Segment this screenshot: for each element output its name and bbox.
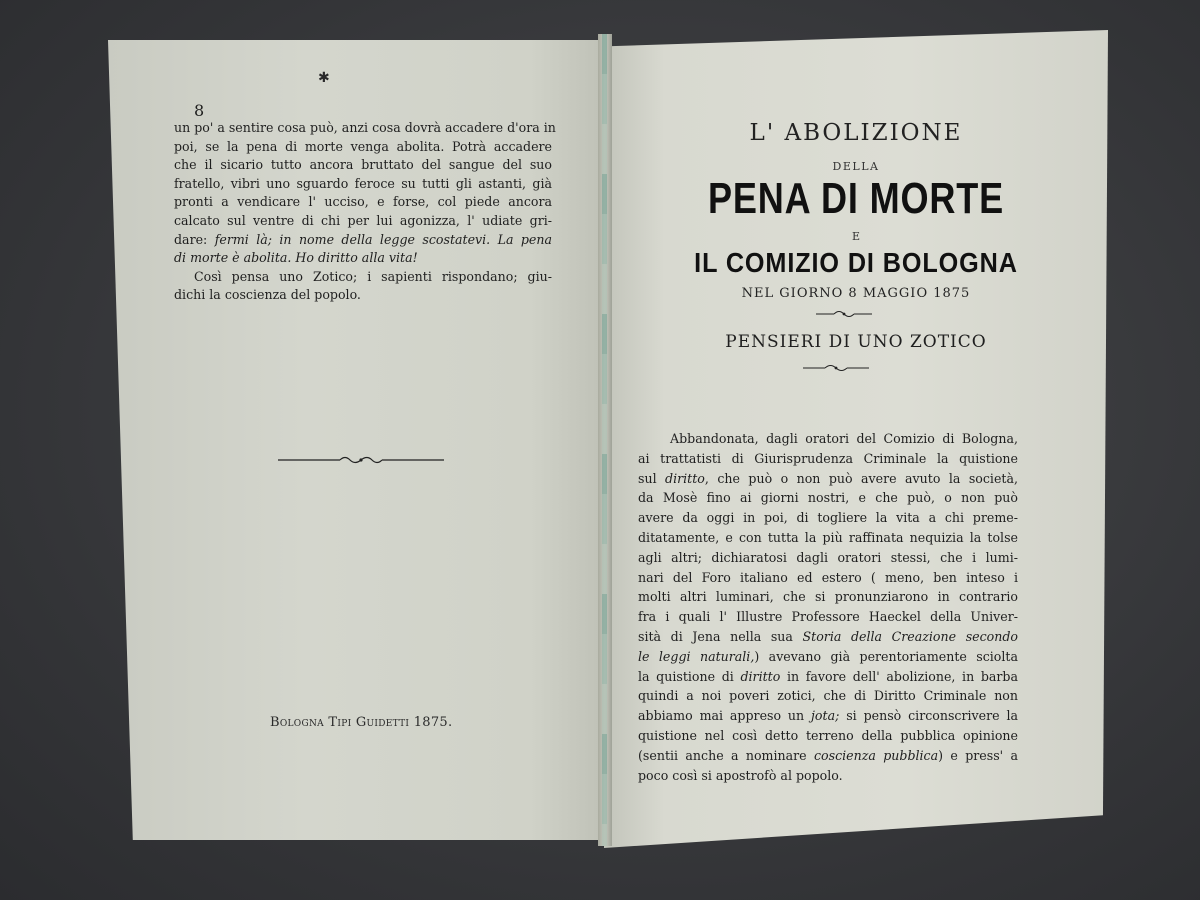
left-page-text [174, 119, 556, 305]
title-date: NEL GIORNO 8 MAGGIO 1875 [741, 286, 971, 301]
text-line: fra i quali l' Illustre Professore Haeckel della Univer- [638, 609, 1018, 625]
text-fragment: sul [638, 470, 666, 486]
italic-fragment: diritto [665, 470, 705, 486]
italic-fragment: le leggi naturali, [638, 648, 755, 664]
title-abolizione: L' ABOLIZIONE [749, 120, 963, 146]
text-fragment: (sentii anche a nominare [638, 747, 814, 763]
text-line-mixed [174, 231, 552, 250]
text-line: che il sicario tutto ancora bruttato del sangue del suo [174, 157, 552, 173]
text-line: quistione nel così detto terreno della pubblica opinione [638, 727, 1018, 743]
text-line: da Mosè fino ai giorni nostri, e che può, o non può [638, 490, 1018, 506]
text-fragment: dare: [174, 231, 215, 247]
text-line-mixed [638, 706, 1018, 726]
text-line-mixed [638, 647, 1018, 667]
text-line: calcato sul ventre di chi per lui agonizza, l' udiate gri- [174, 212, 552, 228]
text-fragment: , che può o non può avere avuto la società, [704, 470, 1018, 486]
title-della: DELLA [832, 160, 880, 173]
text-line: molti altri luminari, che si pronunziarono in contrario [638, 589, 1018, 605]
asterisk-mark: ✱ [318, 70, 330, 86]
pamphlet-spine [598, 34, 612, 846]
text-line-mixed [638, 746, 1018, 766]
text-fragment: sità di Jena nella sua [638, 628, 803, 644]
text-line: ditatamente, e con tutta la più raffinata nequizia la tolse [638, 529, 1018, 545]
text-line: quindi a noi poveri zotici, che di Diritto Criminale non [638, 688, 1018, 704]
text-fragment: in favore dell' abolizione, in barba [780, 668, 1018, 684]
text-line-italic [174, 249, 552, 268]
text-fragment: la quistione di [638, 668, 741, 684]
text-line: agli altri; dichiaratosi dagli oratori stessi, che i lumi- [638, 549, 1018, 565]
text-line: Abbandonata, dagli oratori del Comizio di Bologna, [670, 431, 1018, 446]
subtitle-pensieri: PENSIERI DI UNO ZOTICO [725, 332, 987, 352]
decorative-rule [816, 309, 872, 319]
italic-fragment: fermi là; in nome della legge scostatevi. La pena [214, 231, 552, 247]
text-line: pronti a vendicare l' ucciso, e forse, col piede ancora [174, 194, 552, 210]
italic-fragment: di morte è abolita. Ho diritto alla vita! [174, 250, 418, 266]
text-line: Così pensa uno Zotico; i sapienti rispondano; giu- [194, 268, 552, 284]
text-line: avere da oggi in poi, di togliere la vita a chi preme- [638, 510, 1018, 526]
italic-fragment: Storia della Creazione secondo [802, 628, 1018, 644]
italic-fragment: coscienza pubblica [813, 747, 939, 763]
right-page-text [638, 429, 1018, 785]
text-fragment: abbiamo mai appreso un [638, 708, 812, 724]
title-comizio: IL COMIZIO DI BOLOGNA [694, 247, 1018, 278]
text-line-mixed [638, 627, 1018, 647]
text-line: ai trattatisti di Giurisprudenza Criminale la quistione [638, 450, 1018, 466]
spine-tape [602, 34, 607, 846]
text-fragment: ) avevano già perentoriamente sciolta [754, 648, 1018, 664]
title-e: E [851, 230, 861, 243]
text-line-mixed [638, 667, 1018, 687]
italic-fragment: diritto [740, 668, 781, 684]
printer-imprint: Bologna Tipi Guidetti 1875. [270, 715, 453, 730]
text-line-mixed [638, 469, 1018, 489]
text-line: fratello, vibri uno sguardo feroce su tutti gli astanti, già [174, 175, 552, 191]
text-line: nari del Foro italiano ed estero ( meno, ben inteso i [638, 569, 1018, 585]
title-pena-di-morte: PENA DI MORTE [708, 174, 1004, 223]
text-line: dichi la coscienza del popolo. [174, 287, 361, 303]
italic-fragment: jota; [811, 708, 840, 724]
page-number: 8 [194, 101, 205, 120]
text-line: poco così si apostrofò al popolo. [638, 767, 843, 783]
text-fragment: ) e press' a [938, 747, 1018, 763]
text-fragment: si pensò circonscrivere la [839, 708, 1018, 724]
text-line: poi, se la pena di morte venga abolita. Potrà accadere [174, 138, 552, 154]
decorative-rule [803, 363, 869, 373]
decorative-rule [278, 453, 444, 467]
text-line: un po' a sentire cosa può, anzi cosa dovrà accadere d'ora in [174, 120, 556, 135]
